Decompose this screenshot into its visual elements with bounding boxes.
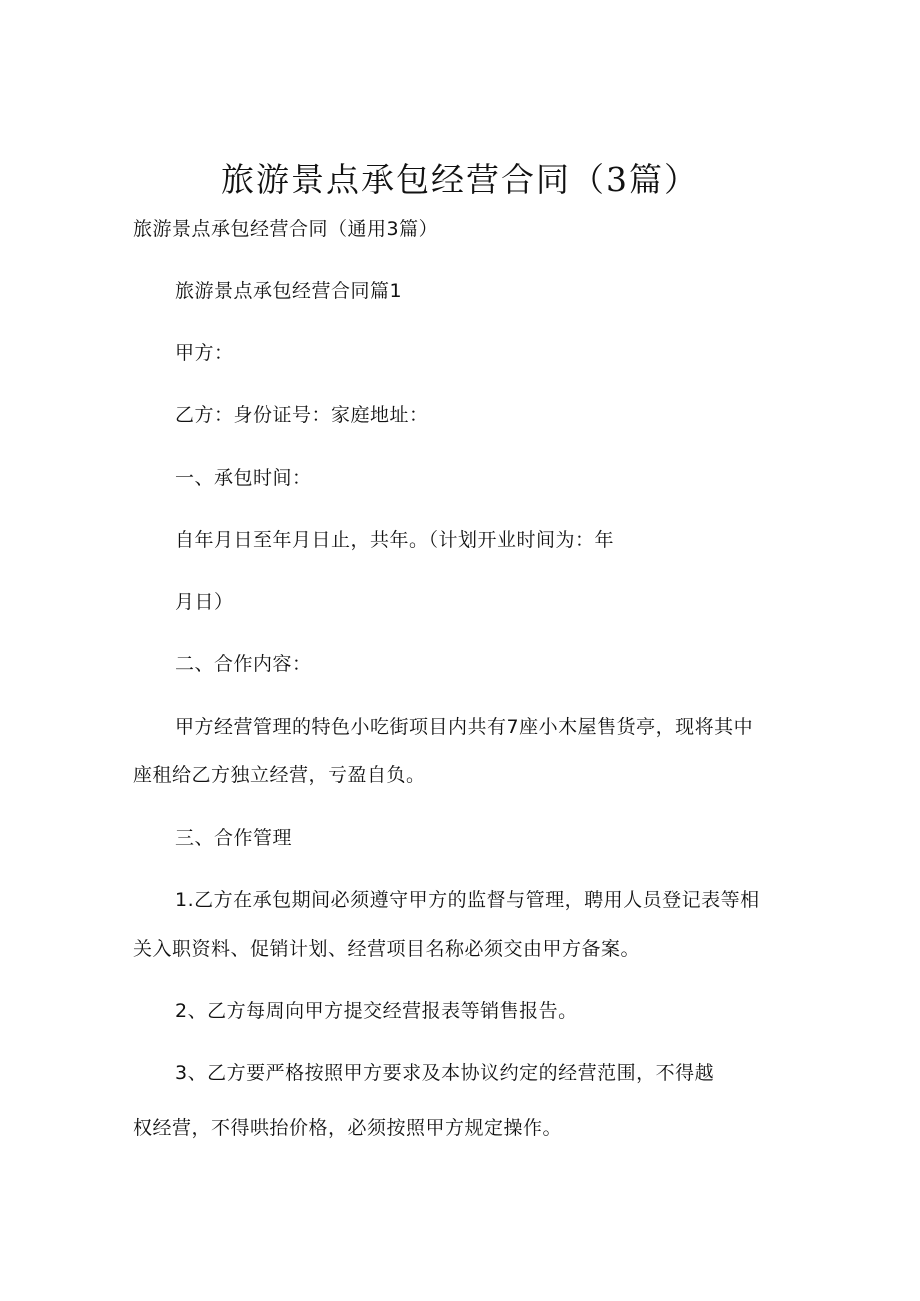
page-title: 旅游景点承包经营合同（3篇） — [221, 160, 699, 199]
clause1-heading: 一、承包时间： — [175, 467, 312, 489]
clause1-text-line1: 自年月日至年月日止，共年。（计划开业时间为：年 — [175, 529, 615, 551]
clause3-item1-line2: 关入职资料、促销计划、经营项目名称必须交由甲方备案。 — [133, 938, 641, 960]
clause3-item3-line1: 3、乙方要严格按照甲方要求及本协议约定的经营范围，不得越 — [175, 1062, 715, 1084]
clause3-item3-line2: 权经营，不得哄抬价格，必须按照甲方规定操作。 — [133, 1117, 563, 1139]
clause1-text-line2: 月日） — [175, 591, 234, 613]
party-a-line: 甲方： — [175, 342, 234, 364]
clause2-text-line2: 座租给乙方独立经营，亏盈自负。 — [133, 764, 426, 786]
clause2-heading: 二、合作内容： — [175, 653, 312, 675]
clause3-heading: 三、合作管理 — [175, 827, 293, 849]
subtitle: 旅游景点承包经营合同（通用3篇） — [133, 218, 439, 240]
clause2-text-line1: 甲方经营管理的特色小吃街项目内共有7座小木屋售货亭，现将其中 — [175, 716, 754, 738]
clause3-item2: 2、乙方每周向甲方提交经营报表等销售报告。 — [175, 1000, 578, 1022]
clause3-item1-line1: 1.乙方在承包期间必须遵守甲方的监督与管理，聘用人员登记表等相 — [175, 889, 760, 911]
section-heading: 旅游景点承包经营合同篇1 — [175, 280, 403, 302]
party-b-line: 乙方：身份证号：家庭地址： — [175, 404, 429, 426]
